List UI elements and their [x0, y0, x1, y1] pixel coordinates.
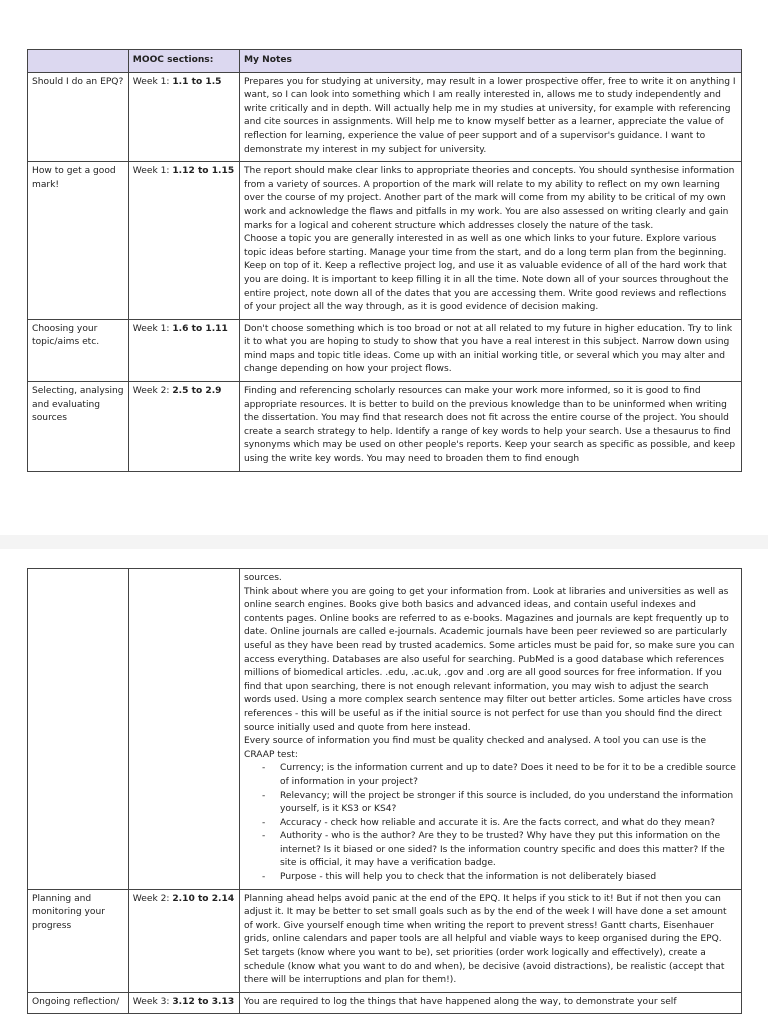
week-prefix: Week 2: [132, 893, 173, 904]
list-item: - Relevancy; will the project be stronger if this source is included, do you understand the information yourself, is it KS3 or KS4? [280, 790, 737, 817]
week-prefix: Week 1: [132, 166, 173, 177]
notes-paragraph: Every source of information you find must be quality checked and analysed. A tool you can use is the CRAAP test: [244, 736, 707, 760]
week-range: 2.10 to 2.14 [172, 893, 235, 904]
row-topic: Selecting, analysing and evaluating sources [28, 382, 129, 472]
row-notes [240, 162, 742, 320]
notes-paragraph: Prepares you for studying at university, may result in a lower prospective offer, free to write it on anything I want, so I can look into something which I am really interested in, allows me to study independently and write critically and in depth. Will actually help me in my studies at university, for example with referencing and cite sources in assignments. Will help me to know myself better as a learner, appreciate the value of reflection for learning, experience the value of peer support and of a supervisor's guidance. I want to demonstrate my interest in my subject for university. [244, 76, 736, 155]
week-range: 1.1 to 1.5 [172, 76, 222, 87]
table-row [28, 319, 742, 381]
notes-paragraph: Choose a topic you are generally interested in as well as one which links to your future. Explore various topic ideas before starting. Manage your time from the start, and do a long term plan from the beginning. Keep on top of it. Keep a reflective project log, and use it as valuable evidence of all of the hard work that you are doing. It is important to keep filling it in all the time. Note down all of your sources throughout the entire project, note down all of the dates that you are accessing them. Write good reviews and reflections of your project all the way through, as it is good evidence of decision making. [244, 234, 729, 313]
row-week [128, 72, 239, 162]
notes-paragraph: Don't choose something which is too broad or not at all related to my future in higher education. Try to link it to what you are hoping to study to show that you have a real interest in this subject. Narrow down using mind maps and topic title ideas. Come up with an initial working title, or several which you may alter and change depending on how your project flows. [244, 323, 733, 375]
table-row [28, 72, 742, 162]
week-range: 1.6 to 1.11 [172, 323, 228, 334]
header-mooc-sections: MOOC sections: [128, 50, 239, 73]
week-prefix: Week 1: [132, 323, 173, 334]
row-topic: Choosing your topic/aims etc. [28, 319, 129, 381]
row-notes [240, 889, 742, 992]
notes-paragraph: You are required to log the things that have happened along the way, to demonstrate your self [244, 996, 677, 1007]
row-notes [240, 569, 742, 890]
row-topic: Planning and monitoring your progress [28, 889, 129, 992]
row-topic: Ongoing reflection/ [28, 992, 129, 1014]
notes-table-continued [27, 568, 742, 1014]
week-prefix: Week 2: [132, 386, 173, 397]
notes-paragraph: sources. [244, 573, 282, 583]
table-row [28, 992, 742, 1014]
list-item: - Purpose - this will help you to check that the information is not deliberately biased [280, 871, 737, 885]
week-range: 3.12 to 3.13 [172, 996, 235, 1007]
notes-table [27, 49, 742, 472]
list-item: - Accuracy - check how reliable and accurate it is. Are the facts correct, and what do they mean? [280, 817, 737, 831]
row-week [128, 319, 239, 381]
list-item: - Authority - who is the author? Are they to be trusted? Why have they put this information on the internet? Is it biased or one sided? Is the information country specific and does this matter? If the site is official, it may have a verification badge. [280, 830, 737, 871]
table-row [28, 569, 742, 890]
table-header-row [28, 50, 742, 73]
craap-list [244, 762, 737, 884]
notes-paragraph: Planning ahead helps avoid panic at the end of the EPQ. It helps if you stick to it! But if not then you can adjust it. It may be better to set small goals such as by the end of the week I will have done a set amount of work. Give yourself enough time when writing the report to prevent stress! Gantt charts, Eisenhauer grids, online calendars and paper tools are all helpful and viable ways to keep organised during the EPQ. [244, 893, 727, 945]
table-row [28, 162, 742, 320]
notes-paragraph: Finding and referencing scholarly resources can make your work more informed, so it is good to find appropriate resources. It is better to build on the previous knowledge than to be uninformed when writing the dissertation. You may find that research does not fit across the entire course of the project. You should create a search strategy to help. Identify a range of key words to help your search. Use a thesaurus to find synonyms which may be used on other people's reports. Keep your search as specific as possible, and keep using the write key words. You may need to broaden them to find enough [244, 386, 736, 465]
row-week [128, 889, 239, 992]
week-prefix: Week 3: [132, 996, 173, 1007]
row-topic [28, 569, 129, 890]
table-row [28, 382, 742, 472]
document-page-2 [0, 549, 768, 1024]
week-prefix: Week 1: [132, 76, 173, 87]
header-my-notes: My Notes [240, 50, 742, 73]
row-topic: Should I do an EPQ? [28, 72, 129, 162]
header-topic [28, 50, 129, 73]
notes-paragraph: The report should make clear links to appropriate theories and concepts. You should synthesise information from a variety of sources. A proportion of the mark will relate to my ability to reflect on my own learning over the course of my project. Another part of the mark will come from my ability to be critical of my own work and acknowledge the flaws and pitfalls in my work. You are also assessed on writing clearly and gain marks for a logical and coherent structure which addresses closely the nature of the task. [244, 166, 735, 231]
row-notes [240, 319, 742, 381]
week-range: 2.5 to 2.9 [172, 386, 222, 397]
table-row [28, 889, 742, 992]
row-topic: How to get a good mark! [28, 162, 129, 320]
row-week [128, 162, 239, 320]
notes-paragraph: Set targets (know where you want to be), set priorities (order work logically and effectively), create a schedule (know what you want to do and when), be decisive (avoid distractions), be realistic (accept that there will be interruptions and plan for them!). [244, 948, 725, 986]
row-notes [240, 992, 742, 1014]
notes-paragraph: Think about where you are going to get your information from. Look at libraries and universities as well as online search engines. Books give both basics and advanced ideas, and contain useful indexes and contents pages. Online books are referred to as e-books. Magazines and journals are kept frequently up to date. Online journals are called e-journals. Academic journals have been peer reviewed so are particularly useful as they have been read by trusted academics. Some articles must be paid for, so make sure you can access everything. Databases are also useful for searching. PubMed is a good database which references millions of biomedical articles. .edu, .ac.uk, .gov and .org are all good sources for free information. If you find that upon searching, there is not enough relevant information, you may wish to adjust the search words used. Using a more complex search sentence may filter out better articles. Some articles have cross references - this will be useful as if the initial source is not perfect for use than you should find the direct source initially used and quote from here instead. [244, 586, 735, 733]
row-week [128, 992, 239, 1014]
week-range: 1.12 to 1.15 [172, 166, 235, 177]
list-item: - Currency; is the information current and up to date? Does it need to be for it to be a credible source of information in your project? [280, 762, 737, 789]
row-notes [240, 72, 742, 162]
row-week [128, 569, 239, 890]
row-week [128, 382, 239, 472]
row-notes [240, 382, 742, 472]
